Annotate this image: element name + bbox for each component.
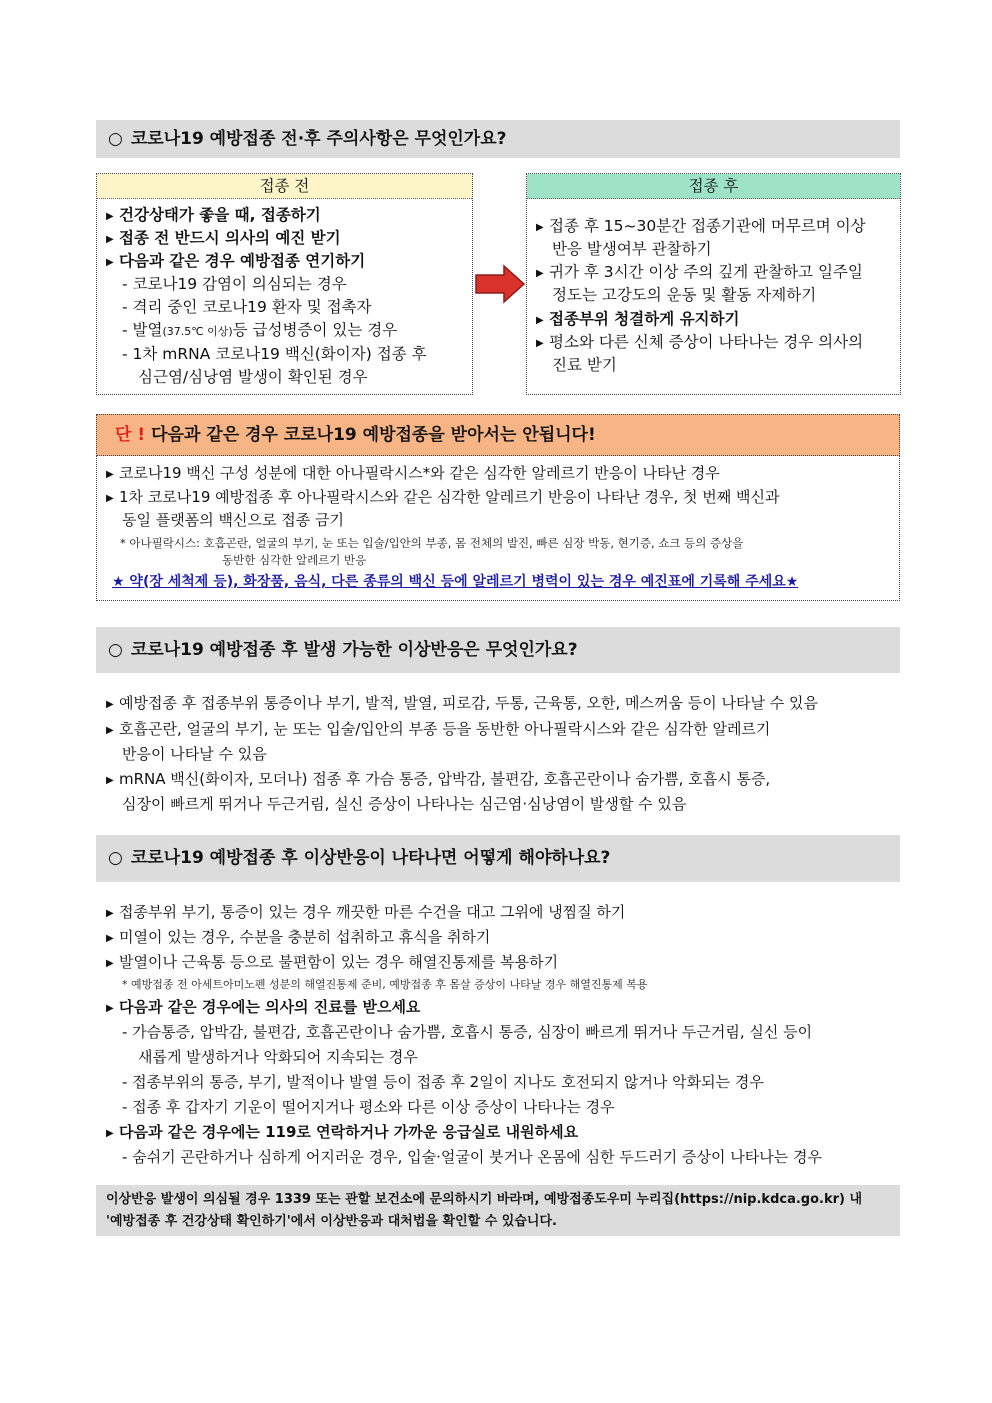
- after-item-1: ▶ 접종 후 15~30분간 접종기관에 머무르며 이상: [536, 215, 866, 240]
- warning-item-2: ▶ 1차 코로나19 예방접종 후 아나필락시스와 같은 심각한 알레르기 반응이 나타난 경우, 첫 번째 백신과: [106, 486, 780, 511]
- reaction-item-2: ▶ 호흡곤란, 얼굴의 부기, 눈 또는 입술/입안의 부종 등을 동반한 아나필락시스와 같은 심각한 알레르기: [106, 718, 770, 743]
- after-item-4-cont: 진료 받기: [552, 356, 617, 374]
- bullet-icon: ▶: [536, 338, 544, 349]
- after-item-3: ▶ 접종부위 청결하게 유지하기: [536, 308, 739, 333]
- after-item-1-cont: 반응 발생여부 관찰하기: [552, 240, 712, 258]
- section2-header: [96, 627, 900, 673]
- reaction-item-2-cont: 반응이 나타날 수 있음: [122, 745, 267, 763]
- reaction-item-3: ▶ mRNA 백신(화이자, 모더나) 접종 후 가슴 통증, 압박감, 불편감, 호흡곤란이나 숨가쁨, 호흡시 통증,: [106, 768, 770, 793]
- reaction-item-1: ▶ 예방접종 후 접종부위 통증이나 부기, 발적, 발열, 피로감, 두통, 근육통, 오한, 메스꺼움 등이 나타날 수 있음: [106, 692, 818, 717]
- action-item-3: ▶ 발열이나 근육통 등으로 불편함이 있는 경우 해열진통제를 복용하기: [106, 951, 558, 976]
- before-item-3: ▶ 다음과 같은 경우 예방접종 연기하기: [106, 250, 365, 275]
- bullet-icon: ▶: [536, 268, 544, 279]
- bullet-icon: ▶: [106, 725, 114, 736]
- section1-title: 코로나19 예방접종 전·후 주의사항은 무엇인가요?: [130, 129, 507, 149]
- bullet-icon: ▶: [106, 211, 114, 222]
- footer-notice: [96, 1185, 900, 1236]
- anaphylaxis-note: * 아나필락시스: 호흡곤란, 얼굴의 부기, 눈 또는 입술/입안의 부종, 몸 전체의 발진, 빠른 심장 박동, 현기증, 쇼크 등의 증상을: [120, 536, 744, 550]
- warning-prefix: 단 !: [115, 425, 146, 445]
- after-item-2-cont: 정도는 고강도의 운동 및 활동 자제하기: [552, 286, 817, 304]
- antipyretic-note: * 예방접종 전 아세트아미노펜 성분의 해열진통제 준비, 예방접종 후 몸살 증상이 나타날 경우 해열진통제 복용: [122, 978, 648, 991]
- doctor-case-1: - 가슴통증, 압박감, 불편감, 호흡곤란이나 숨가쁨, 호흡시 통증, 심장이 빠르게 뛰거나 두근거림, 실신 등이: [122, 1023, 813, 1041]
- arrow-right-icon: [474, 264, 526, 304]
- circle-icon: ○: [108, 129, 123, 149]
- section3-title: 코로나19 예방접종 후 이상반응이 나타나면 어떻게 해야하나요?: [130, 848, 611, 868]
- doctor-case-2: - 접종부위의 통증, 부기, 발적이나 발열 등이 접종 후 2일이 지나도 호전되지 않거나 악화되는 경우: [122, 1073, 764, 1091]
- bullet-icon: ▶: [106, 1128, 114, 1139]
- before-subitem-4-cont: 심근염/심낭염 발생이 확인된 경우: [138, 368, 368, 386]
- doctor-case-1-cont: 새롭게 발생하거나 악화되어 지속되는 경우: [138, 1048, 418, 1066]
- after-item-4: ▶ 평소와 다른 신체 증상이 나타나는 경우 의사의: [536, 331, 863, 356]
- bullet-icon: ▶: [106, 257, 114, 268]
- allergy-record-notice: ★ 약(장 세척제 등), 화장품, 음식, 다른 종류의 백신 등에 알레르기 병력이 있는 경우 예진표에 기록해 주세요★: [112, 574, 799, 590]
- bullet-icon: ▶: [106, 469, 114, 480]
- action-item-2: ▶ 미열이 있는 경우, 수분을 충분히 섭취하고 휴식을 취하기: [106, 926, 490, 951]
- bullet-icon: ▶: [536, 222, 544, 233]
- section2-title: 코로나19 예방접종 후 발생 가능한 이상반응은 무엇인가요?: [130, 640, 578, 660]
- action-item-5: ▶ 다음과 같은 경우에는 119로 연락하거나 가까운 응급실로 내원하세요: [106, 1121, 578, 1146]
- warning-item-1: ▶ 코로나19 백신 구성 성분에 대한 아나필락시스*와 같은 심각한 알레르기 반응이 나타난 경우: [106, 462, 720, 487]
- after-box-title: 접종 후: [527, 174, 900, 199]
- before-subitem-4: - 1차 mRNA 코로나19 백신(화이자) 접종 후: [122, 345, 427, 363]
- emergency-case-1: - 숨쉬기 곤란하거나 심하게 어지러운 경우, 입술·얼굴이 붓거나 온몸에 심한 두드러기 증상이 나타나는 경우: [122, 1148, 823, 1166]
- before-item-2: ▶ 접종 전 반드시 의사의 예진 받기: [106, 227, 341, 252]
- reaction-item-3-cont: 심장이 빠르게 뛰거나 두근거림, 실신 증상이 나타나는 심근염·심낭염이 발생할 수 있음: [122, 795, 687, 813]
- warning-title: 다음과 같은 경우 코로나19 예방접종을 받아서는 안됩니다!: [151, 425, 596, 445]
- before-subitem-2: - 격리 중인 코로나19 환자 및 접촉자: [122, 298, 372, 316]
- bullet-icon: ▶: [106, 234, 114, 245]
- footer-line-2: '예방접종 후 건강상태 확인하기'에서 이상반응과 대처법을 확인할 수 있습니다.: [106, 1214, 557, 1229]
- doctor-case-3: - 접종 후 갑자기 기운이 떨어지거나 평소와 다른 이상 증상이 나타나는 경우: [122, 1098, 615, 1116]
- bullet-icon: ▶: [106, 933, 114, 944]
- before-subitem-3: - 발열(37.5℃ 이상)등 급성병증이 있는 경우: [122, 321, 398, 339]
- bullet-icon: ▶: [106, 958, 114, 969]
- section3-header: [96, 835, 900, 882]
- after-item-2: ▶ 귀가 후 3시간 이상 주의 깊게 관찰하고 일주일: [536, 261, 863, 286]
- bullet-icon: ▶: [106, 1003, 114, 1014]
- bullet-icon: ▶: [536, 315, 544, 326]
- action-item-1: ▶ 접종부위 부기, 통증이 있는 경우 깨끗한 마른 수건을 대고 그위에 냉찜질 하기: [106, 901, 625, 926]
- bullet-icon: ▶: [106, 493, 114, 504]
- before-box-title: 접종 전: [97, 174, 472, 199]
- anaphylaxis-note-cont: 동반한 심각한 알레르기 반응: [222, 553, 367, 567]
- bullet-icon: ▶: [106, 908, 114, 919]
- warning-header: [96, 414, 900, 456]
- before-subitem-1: - 코로나19 감염이 의심되는 경우: [122, 275, 347, 293]
- warning-item-2-cont: 동일 플랫폼의 백신으로 접종 금기: [122, 511, 344, 529]
- footer-line-1: 이상반응 발생이 의심될 경우 1339 또는 관할 보건소에 문의하시기 바라며, 예방접종도우미 누리집(https://nip.kdca.go.kr) 내: [106, 1192, 863, 1207]
- bullet-icon: ▶: [106, 699, 114, 710]
- before-item-1: ▶ 건강상태가 좋을 때, 접종하기: [106, 204, 321, 229]
- section1-header: [96, 120, 900, 158]
- circle-icon: ○: [108, 848, 123, 868]
- bullet-icon: ▶: [106, 775, 114, 786]
- action-item-4: ▶ 다음과 같은 경우에는 의사의 진료를 받으세요: [106, 996, 420, 1021]
- circle-icon: ○: [108, 640, 123, 660]
